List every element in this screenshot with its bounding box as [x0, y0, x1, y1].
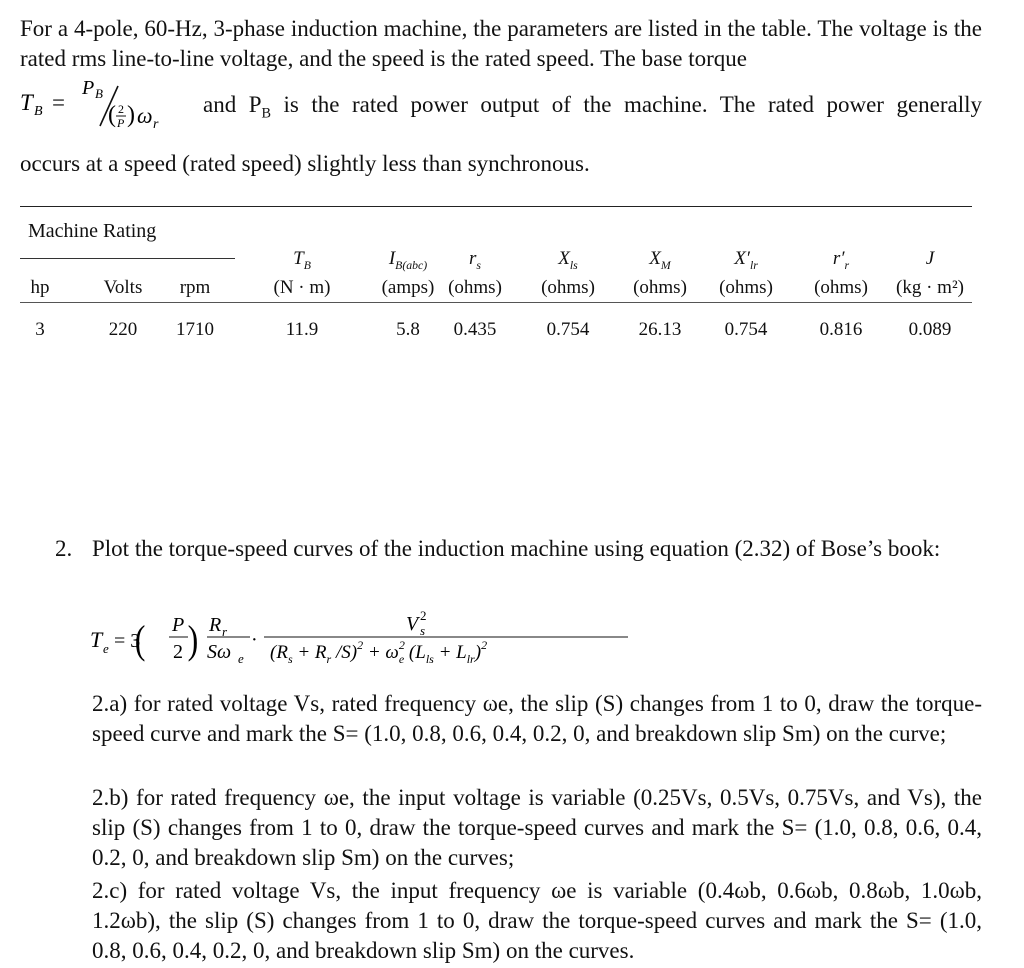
- tb-lhs-sub: B: [34, 104, 43, 119]
- col-unit-4: (amps): [381, 277, 435, 298]
- eq-v-num: V: [406, 613, 419, 635]
- table-header-rule: [20, 302, 972, 303]
- tb-num: P: [82, 80, 95, 99]
- col-value-1: 220: [108, 319, 138, 340]
- eq-den-mid: + R: [292, 642, 327, 663]
- eq-den-close: ): [474, 642, 482, 663]
- col-symbol-7: $X_M$: [649, 248, 671, 272]
- eq-lhs-sub: e: [103, 641, 109, 656]
- eq-den-s: s: [287, 652, 293, 666]
- col-value-0: 3: [35, 319, 45, 340]
- col-symbol-4: $I_{B(abc)}$: [388, 248, 428, 272]
- col-unit-0: hp: [30, 277, 50, 298]
- eq-paren-close: ): [187, 617, 199, 662]
- col-unit-8: (ohms): [719, 277, 773, 298]
- col-unit-2: rpm: [179, 277, 211, 298]
- eq-p-den: 2: [173, 641, 183, 663]
- tb-omega-sub: r: [153, 117, 159, 130]
- col-unit-6: (ohms): [541, 277, 595, 298]
- col-value-9: 0.816: [819, 319, 863, 340]
- eq-r-den: Sω: [207, 641, 232, 663]
- eq-equals: = 3: [114, 630, 141, 652]
- eq-den-we-sub: e: [398, 652, 405, 666]
- intro-paragraph: [20, 14, 982, 74]
- eq-r-den-sub: e: [238, 651, 244, 666]
- table-top-rule: [20, 206, 972, 207]
- base-torque-line: [20, 80, 982, 130]
- eq-den-sq: 2: [357, 638, 364, 652]
- eq-den-ls: ls: [425, 652, 434, 666]
- eq-den-slip: /S): [331, 642, 358, 663]
- machine-rating-rule: [20, 258, 235, 259]
- torque-equation: [90, 600, 650, 672]
- col-value-2: 1710: [176, 319, 214, 340]
- eq-den-close-sup: 2: [481, 638, 488, 652]
- col-unit-9: (ohms): [814, 277, 868, 298]
- machine-rating-header: Machine Rating: [28, 220, 157, 242]
- tb-paren-open: (: [108, 102, 116, 128]
- part-a: 2.a) for rated voltage Vs, rated frequency ωe, the slip (S) changes from 1 to 0, draw the torque-speed curve and mark the S= (1.0, 0.8, 0.6, 0.4, 0.2, 0, and breakdown slip Sm) on the curve;: [92, 691, 982, 746]
- base-torque-text: and $P_B$ is the rated power output of the machine. The rated power generally: [203, 92, 983, 122]
- col-value-7: 26.13: [638, 319, 682, 340]
- intro-line1: For a 4-pole, 60-Hz, 3-phase induction machine, the parameters are listed in the table. The voltage is the rated rms line-to-line voltage, and the speed is the rated speed. The base torque: [20, 16, 982, 71]
- col-value-10: 0.089: [908, 319, 952, 340]
- question-text: Plot the torque-speed curves of the induction machine using equation (2.32) of Bose’s book:: [92, 536, 941, 561]
- col-value-4: 5.8: [396, 319, 420, 340]
- col-symbol-5: $r_s$: [469, 248, 481, 272]
- col-symbol-8: $X'_{lr}$: [734, 248, 758, 272]
- base-torque-formula: [20, 80, 192, 130]
- eq-dot: ·: [251, 629, 258, 651]
- part-b: 2.b) for rated frequency ωe, the input voltage is variable (0.25Vs, 0.5Vs, 0.75Vs, and Vs), the slip (S) changes from 1 to 0, draw the torque-speed curves and mark the S= (1.0, 0.8, 0.6, 0.4, 0.2, 0, and breakdown slip Sm) on the curves;: [92, 785, 982, 870]
- eq-p-num: P: [172, 614, 185, 636]
- col-unit-7: (ohms): [633, 277, 687, 298]
- svg-text:(Rs + Rr /S)2 + ω2e (Lls + Llr: [270, 638, 487, 666]
- eq-den-plus: + ω: [363, 642, 399, 663]
- col-value-3: 11.9: [285, 319, 319, 340]
- eq-den-plus2: + L: [433, 642, 467, 663]
- eq-r-num-sub: r: [222, 624, 228, 639]
- eq-lhs: T: [90, 627, 103, 652]
- col-value-8: 0.754: [724, 319, 768, 340]
- tb-num-sub: B: [95, 86, 103, 101]
- question-number: 2.: [55, 536, 73, 561]
- tb-omega: ω: [137, 103, 153, 128]
- eq-den-l: (L: [404, 642, 426, 663]
- col-symbol-10: J: [925, 248, 935, 269]
- eq-den-1: (R: [270, 642, 288, 663]
- col-symbol-3: $T_B$: [293, 248, 311, 272]
- eq-den-r: r: [326, 652, 332, 666]
- tb-frac-den: P: [117, 116, 125, 130]
- eq-den-lr: lr: [466, 652, 475, 666]
- col-unit-5: (ohms): [448, 277, 502, 298]
- col-symbol-9: $r'_r$: [832, 248, 850, 272]
- tb-paren-close: ): [127, 102, 135, 128]
- col-unit-3: (N · m): [273, 277, 331, 298]
- col-unit-10: (kg · m²): [896, 277, 964, 298]
- tb-frac-num: 2: [118, 102, 124, 116]
- tb-eq: =: [52, 90, 65, 115]
- eq-den-we-sup: 2: [398, 638, 405, 652]
- col-unit-1: Volts: [103, 277, 143, 298]
- eq-v-num-sup: 2: [420, 608, 427, 623]
- eq-v-num-sub: s: [420, 623, 426, 638]
- col-value-5: 0.435: [453, 319, 497, 340]
- tb-lhs: T: [20, 90, 33, 115]
- intro-line3: occurs at a speed (rated speed) slightly less than synchronous.: [20, 151, 590, 176]
- eq-r-num: R: [209, 614, 222, 636]
- eq-paren-open: (: [134, 617, 146, 662]
- col-value-6: 0.754: [546, 319, 590, 340]
- part-c: 2.c) for rated voltage Vs, the input frequency ωe is variable (0.4ωb, 0.6ωb, 0.8ωb, 1.0ωb, 1.2ωb), the slip (S) changes from 1 to 0, draw the torque-speed curves and mark the S= (1.0, 0.8, 0.6, 0.4, 0.2, 0, and breakdown slip Sm) on the curves.: [92, 878, 982, 963]
- col-symbol-6: $X_{ls}$: [558, 248, 578, 272]
